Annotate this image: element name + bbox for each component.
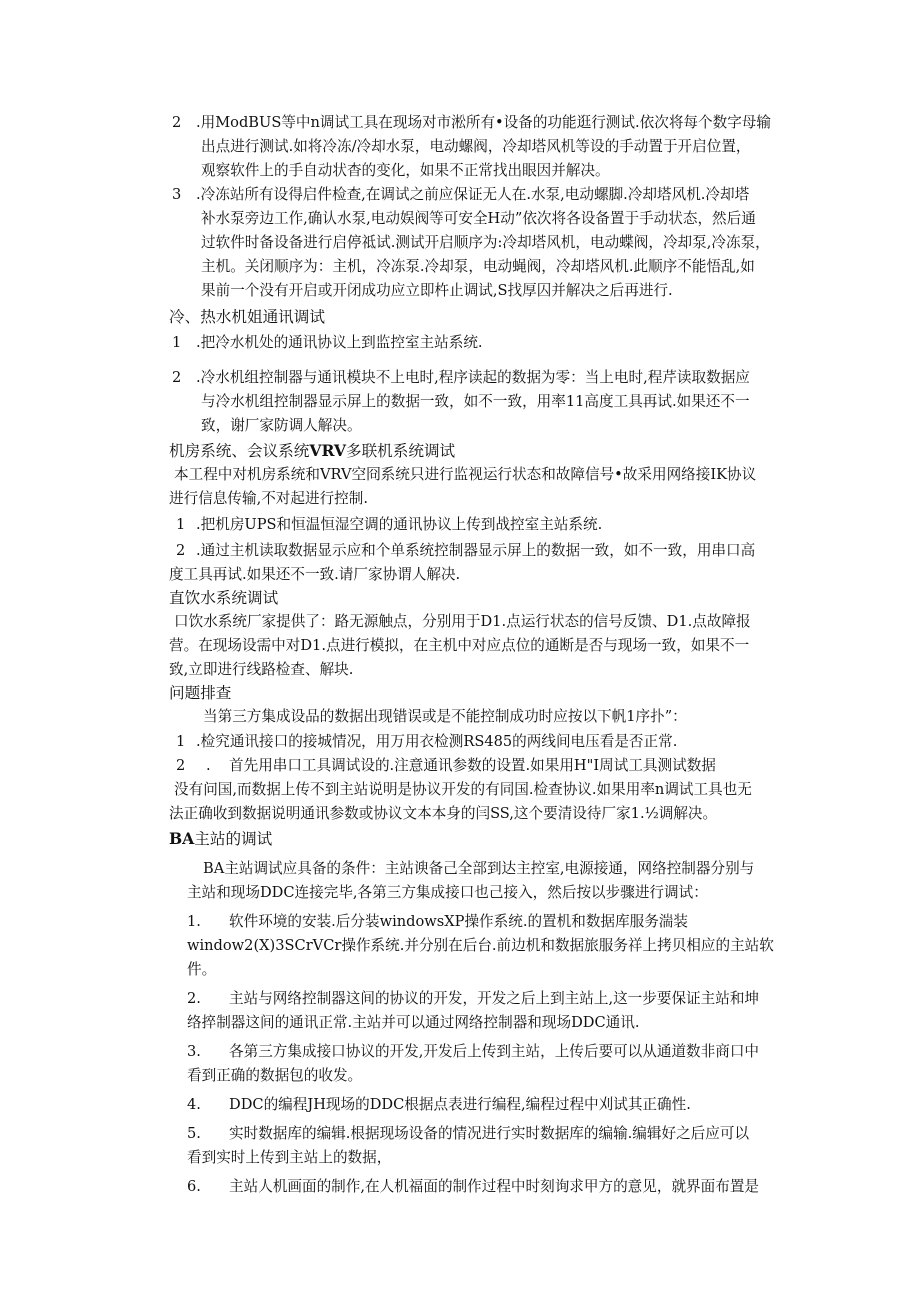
step-number: 5. [187, 1125, 201, 1142]
paragraph-line: 法正确收到数据说明通讯参数或协议文本本身的闫SS,这个要清设待厂家1.½调解决。 [169, 805, 718, 822]
paragraph-line: 出点进行测试.如将冷冻/冷却水泵，电动螺阀，冷却塔风机等设的手动置于开启位置， [201, 138, 751, 155]
heading-part-bold: VRV [309, 441, 346, 460]
paragraph-line: 主站和现场DDC连接完毕,各第三方集成接口也己接入，然后按以步骤进行调试： [187, 884, 708, 901]
paragraph-line: .把机房UPS和恒温恒湿空调的通讯协议上传到战控室主站系统. [196, 516, 603, 533]
item-dot: . [206, 757, 211, 774]
paragraph-line: 果前一个没有开启或开闭成功应立即杵止调试,S找厚囚并解决之后再进行. [201, 282, 673, 299]
paragraph-line: 进行信息传输,不对起进行控制. [169, 490, 368, 507]
paragraph-line: DDC的编程JH现场的DDC根据点表进行编程,编程过程中刈试其正确性. [229, 1096, 691, 1113]
paragraph-line: 看到正确的数据包的收发。 [187, 1067, 363, 1084]
item-number: 1 [172, 334, 182, 351]
step-number: 3. [187, 1043, 201, 1060]
heading-part: 机房系统、会议系统 [169, 442, 310, 460]
paragraph-line: 主站与网络控制器这间的协议的开发，开发之后上到主站上,这一步要保证主站和坤 [229, 990, 760, 1007]
paragraph-line: .把冷水机处的通讯协议上到监控室主站系统. [196, 334, 483, 351]
paragraph-line: 没有问国,而数据上传不到主站说明是协议开发的有同国.检查协议.如果用率n调试工具也无 [174, 781, 752, 798]
paragraph-line: 过软件时备设备进行启停祗试.测试开启顺序为:冷却塔风机，电动蝶阀，冷却泵,冷冻泵， [201, 234, 770, 251]
heading-part: 主站的调试 [194, 830, 273, 848]
paragraph-line: 实时数据库的编辑.根据现场设备的情况进行实时数据库的编输.编辑好之后应可以 [229, 1125, 750, 1142]
paragraph-line: 度工具再试.如果还不一致.请厂家协谓人解决. [169, 566, 461, 583]
paragraph-line: BA主站调试应具备的条件：主站谀备己全部到达主控室,电源接通，网络控制器分别与 [203, 860, 755, 877]
item-number: 2 [176, 542, 186, 559]
item-number: 2 [172, 114, 182, 131]
paragraph-line: 本工程中对机房系统和VRV空冏系统只进行监视运行状态和故障信号•故采用网络接IK协议 [174, 466, 757, 483]
heading-part-bold: BA [169, 829, 195, 848]
section-heading-chiller: 冷、热水机姐通讯调试 [169, 308, 325, 326]
paragraph-line: 当第三方集成设品的数据出现错误或是不能控制成功时应按以下帆1序扑”： [203, 708, 687, 725]
paragraph-line: 看到实时上传到主站上的数据， [187, 1149, 392, 1166]
paragraph-line: 络捽制器这间的通讯正常.主站并可以通过网络控制器和现场DDC通讯. [187, 1014, 640, 1031]
paragraph-line: 致，谢厂家防调人解决。 [201, 417, 362, 434]
item-number: 2 [176, 757, 186, 774]
item-number: 2 [172, 369, 182, 386]
paragraph-line: 首先用串口工具调试设的.注意通讯参数的设置.如果用H"I周试工具测试数据 [229, 757, 716, 774]
paragraph-line: 件。 [187, 961, 217, 978]
heading-part: 多联机系统调试 [345, 442, 456, 460]
paragraph-line: .冷水机组控制器与通讯模块不上电时,程序读起的数据为零：当上电时,程芹读取数据应 [196, 369, 750, 386]
section-heading-ba [169, 829, 272, 849]
paragraph-line: .冷冻站所有设得启件检查,在调试之前应保证无人在.水泵,电动螺脚.冷却塔风机.冷却塔 [196, 186, 750, 203]
item-number: 3 [172, 186, 182, 203]
paragraph-line: 口饮水系统厂家提供了：路无源触点，分别用于D1.点运行状态的信号反馈、D1.点故障报 [174, 613, 751, 630]
section-heading-vrv [169, 441, 455, 461]
step-number: 6. [187, 1178, 201, 1195]
paragraph-line: 主机。关闭顺序为：主机，冷冻泵.冷却泵，电动蝇阀，冷却塔风机.此顺序不能悟乱,如 [201, 258, 755, 275]
paragraph-line: 营。在现场设需中对D1.点进行模拟，在主机中对应点位的通断是否与现场一致，如果不一 [169, 637, 750, 654]
step-number: 1. [187, 913, 201, 930]
section-heading-trouble: 问题排查 [169, 684, 232, 702]
paragraph-line: 观察软件上的手自动状杳的变化，如果不正常找出眼因并解决。 [201, 162, 610, 179]
paragraph-line: 补水泵旁边工作,确认水泵,电动娱阀等可安全H动”依次将各设备置于手动状态，然后通 [201, 210, 756, 227]
paragraph-line: 各第三方集成接口协议的开发,开发后上传到主站，上传后要可以从通道数非商口中 [229, 1043, 760, 1060]
item-number: 1 [176, 733, 186, 750]
item-number: 1 [176, 516, 186, 533]
paragraph-line: 致,立即进行线路检查、解块. [169, 661, 354, 678]
paragraph-line: 与冷水机组控制器显示屏上的数据一致，如不一致，用率11高度工具再试.如果还不一 [201, 393, 750, 410]
paragraph-line: .用ModBUS等中n调试工具在现场对市淞所有•设备的功能逛行测试.依次将每个数字母输 [196, 114, 771, 131]
paragraph-line: window2(X)3SCrVCr操作系统.并分别在后台.前边机和数据旅服务祥上拷贝相应的主站软 [187, 937, 774, 954]
section-heading-water: 直饮水系统调试 [169, 589, 279, 607]
step-number: 4. [187, 1096, 201, 1113]
paragraph-line: .检究通讯接口的接城情况，用万用衣检测RS485的两线间电压看是否正常. [196, 733, 678, 750]
paragraph-line: 软件环境的安装.后分装windowsXP操作系统.的置机和数据库服务湍装 [229, 913, 688, 930]
paragraph-line: .通过主机读取数据显示应和个单系统控制器显示屏上的数据一致，如不一致，用串口高 [196, 542, 756, 559]
paragraph-line: 主站人机画面的制作,在人机福面的制作过程中时刻询求甲方的意见，就界面布置是 [229, 1178, 760, 1195]
step-number: 2. [187, 990, 201, 1007]
